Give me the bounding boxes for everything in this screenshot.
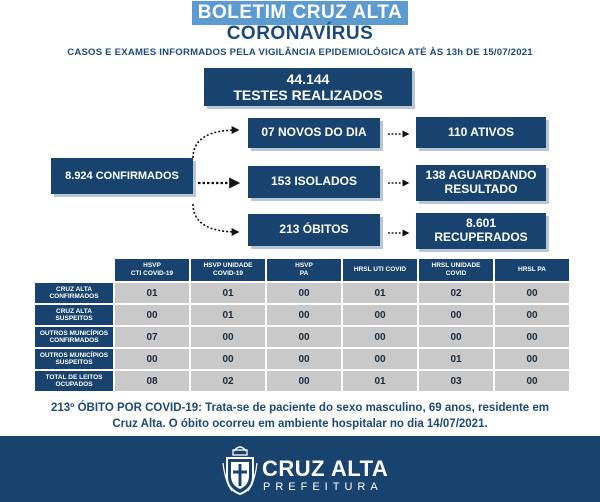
awaiting-line1: 138 AGUARDANDO xyxy=(425,168,537,183)
table-cell: 00 xyxy=(419,305,493,325)
table-cell: 00 xyxy=(191,349,265,369)
new-today-label: 07 NOVOS DO DIA xyxy=(261,125,367,140)
table-cell: 00 xyxy=(267,305,341,325)
table-cell: 00 xyxy=(495,371,569,391)
table-cell: 00 xyxy=(343,349,417,369)
tests-label: TESTES REALIZADOS xyxy=(233,87,383,103)
city-crest-icon xyxy=(222,441,258,497)
awaiting-box xyxy=(416,165,546,201)
table-cell: 00 xyxy=(343,327,417,347)
active-label: 110 ATIVOS xyxy=(447,124,515,139)
table-cell: 01 xyxy=(419,349,493,369)
table-cell: 00 xyxy=(495,283,569,303)
table-cell: 01 xyxy=(343,283,417,303)
table-cell: 00 xyxy=(267,371,341,391)
tests-value: 44.144 xyxy=(286,70,330,87)
table-cell: 00 xyxy=(191,327,265,347)
deaths-label: 213 ÓBITOS xyxy=(279,222,349,237)
row-head-outros-confirmados: OUTROS MUNICÍPIOS CONFIRMADOS xyxy=(35,327,113,347)
row-head-cruz-alta-confirmados: CRUZ ALTA CONFIRMADOS xyxy=(35,283,113,303)
table-cell: 08 xyxy=(115,371,189,391)
tests-box xyxy=(204,68,412,106)
recovered-value: 8.601 xyxy=(465,216,497,231)
table-cell: 03 xyxy=(419,371,493,391)
table-corner xyxy=(35,259,113,281)
table-cell: 01 xyxy=(343,371,417,391)
table-cell: 00 xyxy=(115,305,189,325)
bulletin-subtitle: CORONAVÍRUS xyxy=(226,23,374,44)
table-cell: 01 xyxy=(191,283,265,303)
isolated-box xyxy=(248,166,380,198)
table-cell: 00 xyxy=(495,305,569,325)
table-cell: 07 xyxy=(115,327,189,347)
active-box xyxy=(416,117,546,148)
death-note: 213º ÓBITO POR COVID-19: Trata-se de paciente do sexo masculino, 69 anos, residente em Cruz Alta. O óbito ocorreu em ambiente hospitalar no dia 14/07/2021. xyxy=(50,402,550,430)
table-cell: 00 xyxy=(267,327,341,347)
brand-name: CRUZ ALTA xyxy=(262,456,389,481)
table-header-row xyxy=(35,259,569,281)
col-head-hrsl-uti: HRSL UTI COVID xyxy=(343,259,417,281)
row-head-cruz-alta-suspeitos: CRUZ ALTA SUSPEITOS xyxy=(35,305,113,325)
confirmed-label: 8.924 CONFIRMADOS xyxy=(65,169,179,182)
arrow-to-deaths xyxy=(193,204,238,232)
table-row xyxy=(35,305,569,325)
table-row xyxy=(35,283,569,303)
hospital-beds-table xyxy=(33,257,571,393)
isolated-label: 153 ISOLADOS xyxy=(270,174,358,189)
table-cell: 00 xyxy=(343,305,417,325)
col-head-hsvp-pa: HSVP PA xyxy=(267,259,341,281)
table-row xyxy=(35,371,569,391)
table-cell: 01 xyxy=(191,305,265,325)
col-head-hsvp-cti: HSVP CTI COVID-19 xyxy=(115,259,189,281)
table-cell: 01 xyxy=(115,283,189,303)
row-head-total-leitos: TOTAL DE LEITOS OCUPADOS xyxy=(35,371,113,391)
table-cell: 00 xyxy=(495,327,569,347)
table-row xyxy=(35,327,569,347)
col-head-hsvp-unidade: HSVP UNIDADE COVID-19 xyxy=(191,259,265,281)
confirmed-box xyxy=(51,158,193,194)
arrow-to-new-today xyxy=(193,130,238,158)
col-head-hrsl-pa: HRSL PA xyxy=(495,259,569,281)
table-row xyxy=(35,349,569,369)
table-cell: 00 xyxy=(419,327,493,347)
brand-subtitle: PREFEITURA xyxy=(263,481,383,493)
col-head-hrsl-unidade: HRSL UNIDADE COVID xyxy=(419,259,493,281)
new-today-box xyxy=(248,118,380,148)
table-cell: 02 xyxy=(191,371,265,391)
recovered-box xyxy=(416,213,546,249)
row-head-outros-suspeitos: OUTROS MUNICÍPIOS SUSPEITOS xyxy=(35,349,113,369)
table-cell: 00 xyxy=(115,349,189,369)
bulletin-title: BOLETIM CRUZ ALTA xyxy=(192,1,408,25)
awaiting-line2: RESULTADO xyxy=(444,182,518,196)
table-cell: 00 xyxy=(267,283,341,303)
report-info-line: CASOS E EXAMES INFORMADOS PELA VIGILÂNCIA EPIDEMIOLÓGICA ATÉ ÀS 13h DE 15/07/2021 xyxy=(67,47,533,58)
table-cell: 02 xyxy=(419,283,493,303)
recovered-label: RECUPERADOS xyxy=(434,230,528,244)
deaths-box xyxy=(248,214,380,246)
table-cell: 00 xyxy=(267,349,341,369)
table-cell: 00 xyxy=(495,349,569,369)
